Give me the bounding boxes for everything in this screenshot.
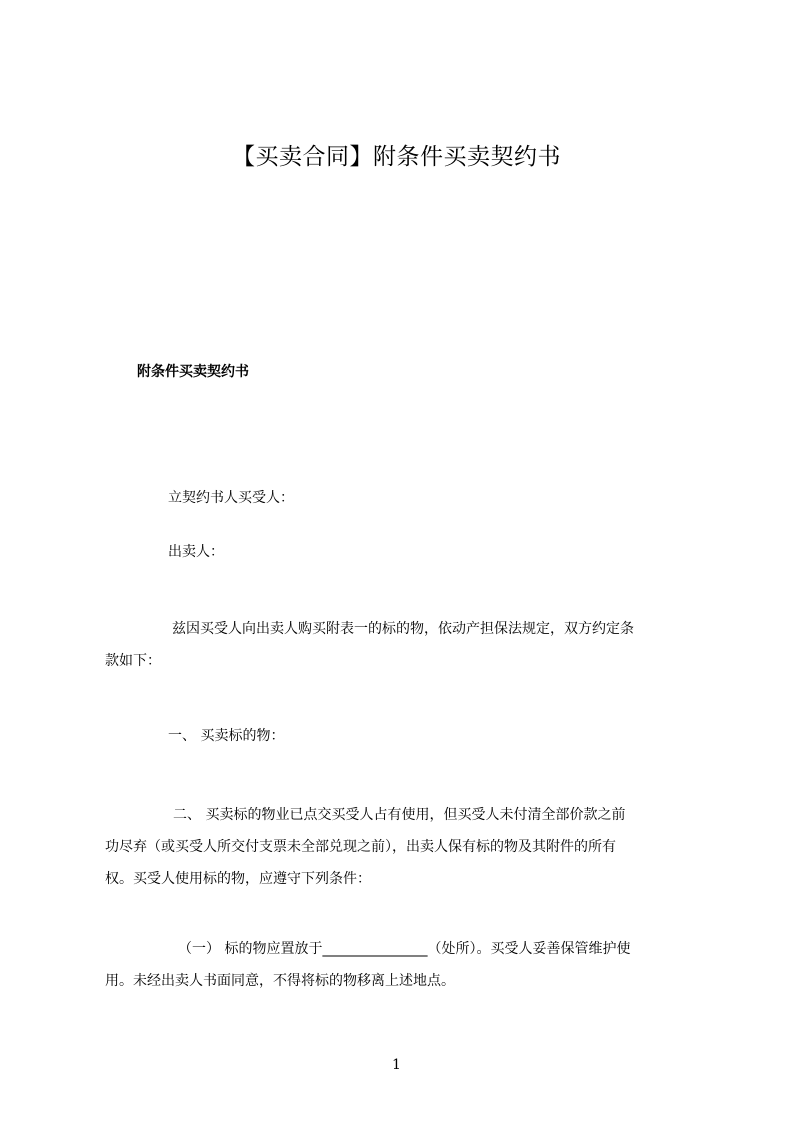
seller-line: 出卖人：	[168, 544, 224, 560]
intro-line-1: 兹因买受人向出卖人购买附表一的标的物，依动产担保法规定，双方约定条	[172, 621, 634, 637]
buyer-line: 立契约书人买受人：	[168, 490, 294, 506]
intro-paragraph	[105, 613, 634, 677]
clause-2-1-line-1: （一） 标的物应置放于_______________（处所）。买受人妥善保管维护使	[178, 941, 631, 957]
clause-2-line-2: 功尽弃（或买受人所交付支票未全部兑现之前），出卖人保有标的物及其附件的所有	[105, 839, 616, 855]
clause-2-paragraph	[105, 799, 625, 895]
clause-1: 一、 买卖标的物：	[168, 728, 285, 744]
document-subtitle: 附条件买卖契约书	[137, 364, 249, 380]
clause-2-line-1: 二、 买卖标的物业已点交买受人占有使用，但买受人未付清全部价款之前	[173, 807, 626, 823]
document-title: 【买卖合同】附条件买卖契约书	[232, 144, 561, 170]
intro-line-2: 款如下：	[105, 653, 161, 669]
clause-2-line-3: 权。买受人使用标的物，应遵守下列条件：	[105, 871, 371, 887]
clause-2-1-paragraph	[105, 933, 630, 997]
clause-2-1-line-2: 用。未经出卖人书面同意，不得将标的物移离上述地点。	[105, 973, 455, 989]
page-number: 1	[392, 1057, 401, 1073]
